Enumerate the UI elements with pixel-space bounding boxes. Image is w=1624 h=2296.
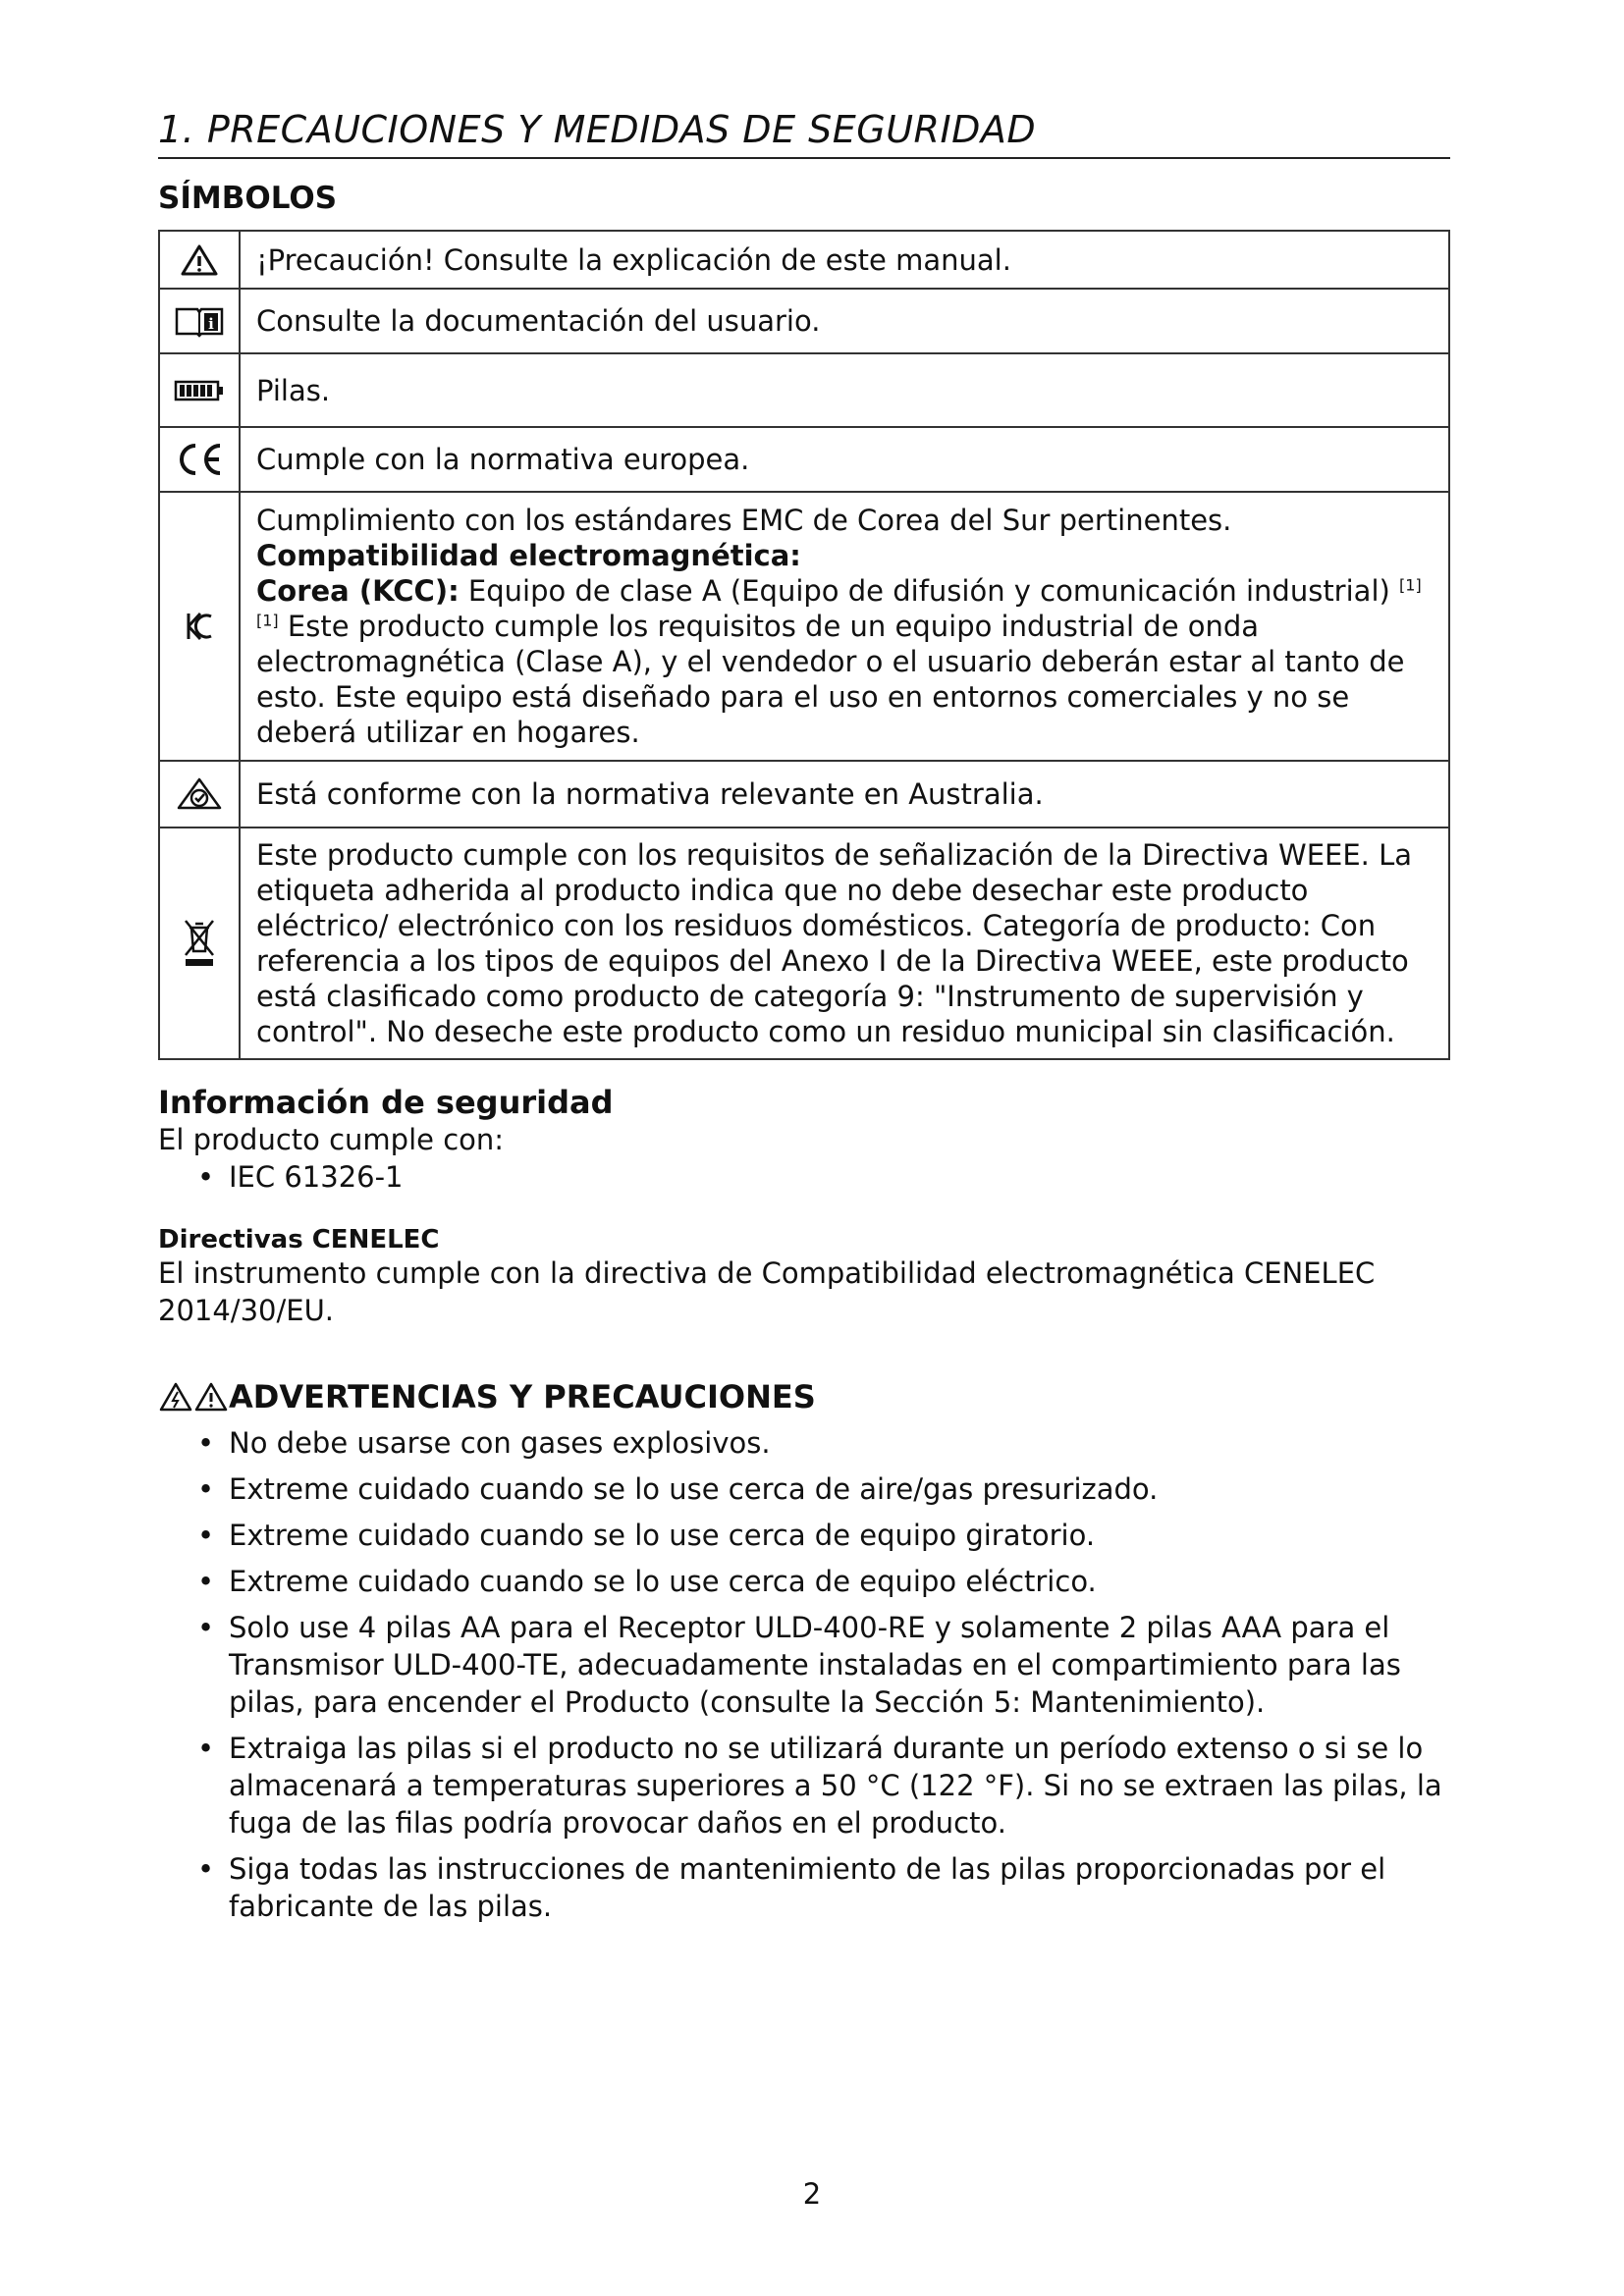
svg-text:i: i [208,315,214,333]
high-voltage-warning-icon [158,1381,193,1413]
symbol-row [159,427,1449,492]
rcm-mark-icon [159,761,240,828]
list-item: • Extraiga las pilas si el producto no se utilizará durante un período extenso o si se lo almacenará a temperaturas superiores a 50 °C (122 °F). Si no se extraen las pilas, la fuga de las filas podría provocar daños en el producto. [158,1730,1450,1842]
list-item: • Solo use 4 pilas AA para el Receptor ULD-400-RE y solamente 2 pilas AAA para el Transmisor ULD-400-TE, adecuadamente instaladas en el compartimiento para las pilas, para encender el Producto (consulte la Sección 5: Mantenimiento). [158,1609,1450,1721]
safety-info-heading: Información de seguridad [158,1084,614,1121]
symbol-row [159,353,1449,427]
symbol-description: ¡Precaución! Consulte la explicación de este manual. [240,231,1449,289]
warnings-title: ADVERTENCIAS Y PRECAUCIONES [229,1378,816,1415]
weee-crossed-bin-icon [159,828,240,1059]
kc-class-text: Equipo de clase A (Equipo de difusión y comunicación industrial) [459,574,1400,608]
kc-line-3 [256,573,1433,609]
ce-mark-icon [159,427,240,492]
list-item: • Extreme cuidado cuando se lo use cerca de equipo eléctrico. [158,1563,1450,1600]
symbols-heading: SÍMBOLOS [158,181,338,216]
directives-heading: Directivas CENELEC [158,1225,440,1255]
battery-icon [159,353,240,427]
symbol-row [159,231,1449,289]
warnings-list [158,1424,1450,1925]
footnote-mark: [1] [256,611,279,630]
list-item: • Siga todas las instrucciones de mantenimiento de las pilas proporcionadas por el fabricante de las pilas. [158,1850,1450,1925]
list-item: • IEC 61326-1 [158,1158,1450,1196]
safety-intro: El producto cumple con: [158,1123,505,1156]
document-page [158,108,1450,1925]
kc-label: Corea (KCC): [256,574,460,608]
compliance-list [158,1158,1450,1196]
kc-line-1: Cumplimiento con los estándares EMC de Corea del Sur pertinentes. [256,504,1232,537]
kc-line-2: Compatibilidad electromagnética: [256,539,801,572]
footnote-ref: [1] [1399,575,1422,595]
caution-triangle-icon [193,1381,229,1413]
list-item: • Extreme cuidado cuando se lo use cerca de equipo giratorio. [158,1517,1450,1554]
kc-mark-icon [159,492,240,761]
symbol-description: Pilas. [240,353,1449,427]
kc-footnote-text: Este producto cumple los requisitos de un equipo industrial de onda electromagnética (Clase A), y el vendedor o el usuario deberán estar al tanto de esto. Este equipo está diseñado para el uso en entornos comerciales y no se deberá utilizar en hogares. [256,610,1405,749]
user-manual-book-icon [159,289,240,353]
symbol-description: Consulte la documentación del usuario. [240,289,1449,353]
kc-description [240,492,1449,761]
directives-text: El instrumento cumple con la directiva de Compatibilidad electromagnética CENELEC 2014/30/EU. [158,1256,1376,1327]
list-item: • No debe usarse con gases explosivos. [158,1424,1450,1462]
symbol-description: Este producto cumple con los requisitos de señalización de la Directiva WEEE. La etiqueta adherida al producto indica que no debe desechar este producto eléctrico/ electrónico con los residuos domésticos. Categoría de producto: Con referencia a los tipos de equipos del Anexo I de la Directiva WEEE, este producto está clasificado como producto de categoría 9: "Instrumento de supervisión y control". No deseche este producto como un residuo municipal sin clasificación. [240,828,1449,1059]
symbol-row [159,828,1449,1059]
page-number: 2 [802,2177,822,2211]
caution-triangle-icon [159,231,240,289]
symbol-description: Está conforme con la normativa relevante en Australia. [240,761,1449,828]
section-heading: 1. PRECAUCIONES Y MEDIDAS DE SEGURIDAD [158,108,1450,159]
list-item: • Extreme cuidado cuando se lo use cerca de aire/gas presurizado. [158,1470,1450,1508]
warnings-heading [158,1378,1450,1415]
symbol-row [159,761,1449,828]
symbol-row [159,492,1449,761]
symbol-description: Cumple con la normativa europea. [240,427,1449,492]
kc-footnote [256,609,1433,750]
symbol-row [159,289,1449,353]
symbols-table [158,230,1450,1060]
